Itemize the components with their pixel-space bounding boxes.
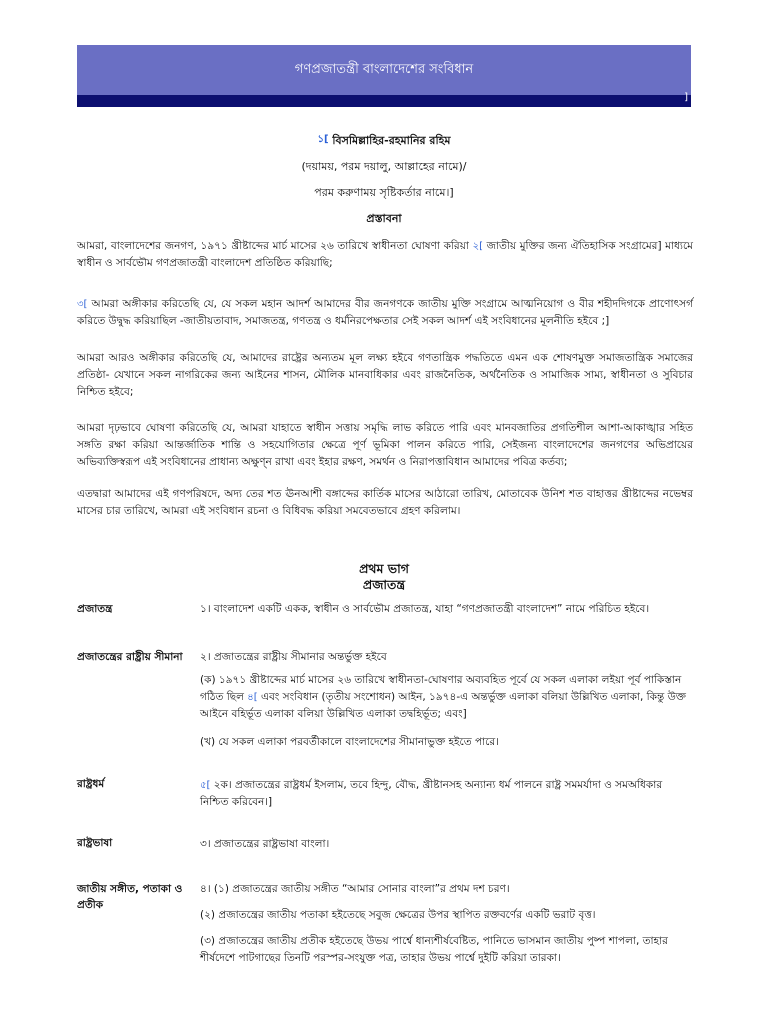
- preamble-paragraph-4: আমরা দৃঢ়ভাবে ঘোষণা করিতেছি যে, আমরা যাহাতে স্বাধীন সত্তায় সমৃদ্ধি লাভ করিতে পারি এবং মানবজাতির প্রগতিশীল আশা-আকাঙ্খার সহিত সঙ্গতি রক্ষা করিয়া আন্তর্জাতিক শান্তি ও সহযোগিতার ক্ষেত্রে পূর্ণ ভূমিকা পালন করিতে পারি, সেইজন্য বাংলাদেশের জনগণের অভিপ্রায়ের অভিব্যক্তিস্বরূপ এই সংবিধানের প্রাধান্য অক্ষুণ্ন রাখা এবং ইহার রক্ষণ, সমর্থন ও নিরাপত্তাবিধান আমাদের পবিত্র কর্তব্য;: [77, 422, 693, 468]
- part-title: প্রথম ভাগ: [359, 561, 409, 576]
- title-banner: [77, 45, 691, 95]
- article-3-text: ৩। প্রজাতন্ত্রের রাষ্ট্রভাষা বাংলা।: [200, 838, 330, 850]
- document-title: গণপ্রজাতন্ত্রী বাংলাদেশের সংবিধান: [294, 61, 474, 77]
- preamble-paragraph-2: ৩[ আমরা অঙ্গীকার করিতেছি যে, যে সকল মহান আদর্শ আমাদের বীর জনগণকে জাতীয় মুক্তি সংগ্রামে আত্মনিয়োগ ও বীর শহীদদিগকে প্রাণোৎসর্গ করিতে উদ্বুদ্ধ করিয়াছিল -জাতীয়তাবাদ, সমাজতন্ত্র, গণতন্ত্র ও ধর্মনিরপেক্ষতার সেই সকল আদর্শ এই সংবিধানের মূলনীতি হইবে ;]: [77, 298, 693, 327]
- article-4-label: জাতীয় সঙ্গীত, পতাকা ও প্রতীক: [77, 883, 183, 911]
- footnote-1-link[interactable]: ১[: [317, 134, 329, 145]
- strip-mark: ]: [684, 92, 688, 103]
- article-2-label: প্রজাতন্ত্রের রাষ্ট্রীয় সীমানা: [77, 651, 183, 663]
- translation-line-2: পরম করুণাময় সৃষ্টিকর্তার নামে।]: [314, 186, 454, 199]
- bismillah-line: ১[ বিসমিল্লাহির-রহমানির রহিম: [317, 134, 451, 147]
- part-subtitle: প্রজাতন্ত্র: [362, 577, 406, 592]
- banner-strip: [77, 92, 691, 107]
- article-2-clause-kha: (খ) যে সকল এলাকা পরবর্তীকালে বাংলাদেশের সীমানাভুক্ত হইতে পারে।: [200, 736, 499, 748]
- preamble-paragraph-5: এতদ্বারা আমাদের এই গণপরিষদে, অদ্য তের শত ঊনআশী বঙ্গাব্দের কার্তিক মাসের আঠারো তারিখ, মোতাবেক উনিশ শত বাহাত্তর খ্রীষ্টাব্দের নভেম্বর মাসের চার তারিখে, আমরা এই সংবিধান রচনা ও বিধিবদ্ধ করিয়া সমবেতভাবে গ্রহণ করিলাম।: [77, 488, 693, 517]
- footnote-2-link[interactable]: ২[: [472, 241, 483, 252]
- preamble-paragraph-3: আমরা আরও অঙ্গীকার করিতেছি যে, আমাদের রাষ্ট্রের অন্যতম মূল লক্ষ্য হইবে গণতান্ত্রিক পদ্ধতিতে এমন এক শোষণমুক্ত সমাজতান্ত্রিক সমাজের প্রতিষ্ঠা- যেখানে সকল নাগরিকের জন্য আইনের শাসন, মৌলিক মানবাধিকার এবং রাজনৈতিক, অর্থনৈতিক ও সামাজিক সাম্য, স্বাধীনতা ও সুবিচার নিশ্চিত হইবে;: [77, 352, 693, 398]
- footnote-3-link[interactable]: ৩[: [77, 299, 88, 310]
- article-3-label: রাষ্ট্রভাষা: [77, 837, 113, 849]
- footnote-4-link[interactable]: ৪[: [247, 692, 258, 703]
- article-2-clause-ka: (ক) ১৯৭১ খ্রীষ্টাব্দের মার্চ মাসের ২৬ তারিখে স্বাধীনতা-ঘোষণার অব্যবহিত পূর্বে যে সকল এলাকা লইয়া পূর্ব পাকিস্তান গঠিত ছিল ৪[ এবং সংবিধান (তৃতীয় সংশোধন) আইন, ১৯৭৪-এ অন্তর্ভুক্ত এলাকা বলিয়া উল্লিখিত এলাকা, কিন্তু উক্ত আইনে বহির্ভূত এলাকা বলিয়া উল্লিখিত এলাকা তদ্বহির্ভূত; এবং]: [200, 674, 686, 720]
- article-2a-label: রাষ্ট্রধর্ম: [77, 778, 105, 790]
- preamble-paragraph-1: আমরা, বাংলাদেশের জনগণ, ১৯৭১ খ্রীষ্টাব্দের মার্চ মাসের ২৬ তারিখে স্বাধীনতা ঘোষণা করিয়া ২[ জাতীয় মুক্তির জন্য ঐতিহাসিক সংগ্রামের] মাধ্যমে স্বাধীন ও সার্বভৌম গণপ্রজাতন্ত্রী বাংলাদেশ প্রতিষ্ঠিত করিয়াছি;: [77, 240, 694, 269]
- translation-line-1: (দয়াময়, পরম দয়ালু, আল্লাহের নামে)/: [301, 160, 467, 173]
- preamble-heading: প্রস্তাবনা: [366, 212, 402, 225]
- article-1-text: ১। বাংলাদেশ একটি একক, স্বাধীন ও সার্বভৌম প্রজাতন্ত্র, যাহা “গণপ্রজাতন্ত্রী বাংলাদেশ” নামে পরিচিত হইবে।: [200, 603, 650, 615]
- article-2-text: ২। প্রজাতন্ত্রের রাষ্ট্রীয় সীমানার অন্তর্ভুক্ত হইবে: [200, 651, 387, 663]
- article-1-label: প্রজাতন্ত্র: [77, 603, 113, 615]
- article-4-clause-2: (২) প্রজাতন্ত্রের জাতীয় পতাকা হইতেছে সবুজ ক্ষেত্রের উপর স্থাপিত রক্তবর্ণের একটি ভরাট বৃত্ত।: [200, 909, 596, 921]
- article-4-clause-1: ৪। (১) প্রজাতন্ত্রের জাতীয় সঙ্গীত “আমার সোনার বাংলা”র প্রথম দশ চরণ।: [200, 883, 510, 895]
- article-2a-text: ৫[ ২ক। প্রজাতন্ত্রের রাষ্ট্রধর্ম ইসলাম, তবে হিন্দু, বৌদ্ধ, খ্রীষ্টানসহ অন্যান্য ধর্ম পালনে রাষ্ট্র সমমর্যাদা ও সমঅধিকার নিশ্চিত করিবেন।]: [200, 779, 663, 808]
- footnote-5-link[interactable]: ৫[: [200, 780, 211, 791]
- article-4-clause-3: (৩) প্রজাতন্ত্রের জাতীয় প্রতীক হইতেছে উভয় পার্শ্বে ধান্যশীর্ষবেষ্টিত, পানিতে ভাসমান জাতীয় পুষ্প শাপলা, তাহার শীর্ষদেশে পাটগাছের তিনটি পরস্পর-সংযুক্ত পত্র, তাহার উভয় পার্শ্বে দুইটি করিয়া তারকা।: [200, 935, 668, 964]
